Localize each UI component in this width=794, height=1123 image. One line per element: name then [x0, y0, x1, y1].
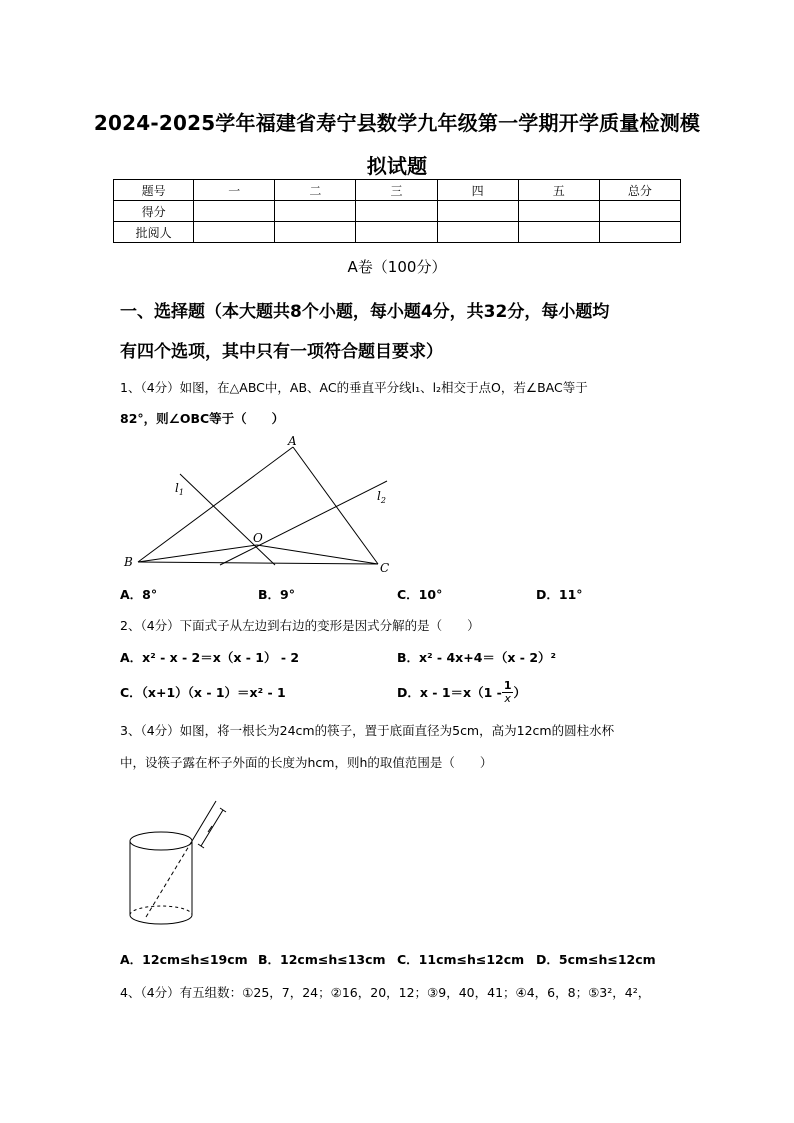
document-title-line2: 拟试题: [366, 154, 428, 178]
question-1-triangle-figure: [115, 432, 405, 577]
score-table-header-row: [114, 180, 681, 201]
score-table-row-label: 批阅人: [114, 222, 194, 243]
score-table-header-cell: 五: [518, 180, 599, 201]
dimension-tick-bottom: [198, 844, 204, 848]
question-3-option-b: B．12cm≤h≤13cm: [258, 952, 386, 967]
cylinder-bottom-front: [130, 915, 192, 924]
question-3-stem-line1: 3、（4分）如图，将一根长为24cm的筷子，置于底面直径为5cm，高为12cm的圆柱水杯: [120, 723, 615, 738]
question-2-option-a: A．x² - x - 2＝x（x - 1） - 2: [120, 650, 300, 665]
question-2-option-b: B．x² - 4x+4＝（x - 2）²: [397, 650, 557, 665]
question-3-option-d: D．5cm≤h≤12cm: [536, 952, 656, 967]
label-a: A: [288, 434, 297, 448]
segment-oc: [257, 545, 378, 564]
score-table-header-cell: 题号: [114, 180, 194, 201]
score-table-header-cell: 二: [275, 180, 356, 201]
score-table-row: [114, 222, 681, 243]
line-l1: [180, 474, 275, 565]
dimension-tick-top: [220, 808, 226, 812]
chopstick-inside: [146, 841, 192, 917]
question-2-option-c: C．（x+1）（x - 1）＝x² - 1: [120, 685, 286, 700]
question-3-stem-line2: 中，设筷子露在杯子外面的长度为hcm，则h的取值范围是（ ）: [120, 755, 493, 770]
question-3-cylinder-figure: [122, 795, 242, 935]
score-table-cell: [356, 222, 437, 243]
label-o: O: [253, 531, 263, 545]
question-2-option-d: [397, 675, 526, 709]
score-table-cell: [194, 201, 275, 222]
score-table-row-label: 得分: [114, 201, 194, 222]
score-table: [113, 179, 681, 243]
question-1-option-c: C．10°: [397, 587, 443, 602]
cylinder-top-rim: [130, 832, 192, 850]
fraction-numerator: 1: [503, 678, 512, 692]
cylinder-bottom-back: [130, 906, 192, 915]
question-2-stem: 2、（4分）下面式子从左边到右边的变形是因式分解的是（ ）: [120, 618, 480, 633]
score-table-row: [114, 201, 681, 222]
score-table-cell: [275, 201, 356, 222]
question-1-stem-line2: 82°，则∠OBC等于（ ）: [120, 411, 285, 426]
score-table-cell: [599, 222, 680, 243]
score-table-cell: [437, 201, 518, 222]
score-table-header-cell: 三: [356, 180, 437, 201]
fraction-one-over-x: [502, 680, 514, 705]
score-table-header-cell: 一: [194, 180, 275, 201]
label-l1: $l_1$: [175, 481, 184, 497]
label-l2: $l_2$: [377, 489, 386, 505]
score-table-header-cell: 四: [437, 180, 518, 201]
score-table-cell: [356, 201, 437, 222]
dimension-line: [201, 810, 223, 846]
score-table-cell: [194, 222, 275, 243]
question-2-option-d-prefix: D．x - 1＝x（1 -: [397, 685, 502, 700]
segment-bo: [138, 545, 257, 562]
question-1-option-a: A．8°: [120, 587, 158, 602]
label-b: B: [124, 555, 133, 569]
score-table-cell: [518, 222, 599, 243]
score-table-cell: [275, 222, 356, 243]
question-4-stem-line1: 4、（4分）有五组数：①25，7，24；②16，20，12；③9，40，41；④4，6，8；⑤3²，4²，: [120, 985, 651, 1000]
chopstick-outside: [192, 801, 216, 841]
question-2-option-d-suffix: ）: [513, 685, 526, 700]
question-1-stem-line1: 1、（4分）如图，在△ABC中，AB、AC的垂直平分线l₁、l₂相交于点O，若∠BAC等于: [120, 380, 588, 395]
question-3-option-a: A．12cm≤h≤19cm: [120, 952, 248, 967]
question-3-option-c: C．11cm≤h≤12cm: [397, 952, 525, 967]
fraction-denominator: x: [504, 691, 511, 705]
question-1-option-d: D．11°: [536, 587, 583, 602]
paper-part-heading: A卷（100分）: [347, 258, 447, 276]
segment-ab: [138, 447, 293, 562]
segment-bc: [138, 562, 378, 564]
score-table-cell: [599, 201, 680, 222]
segment-ac: [293, 447, 378, 564]
label-c: C: [380, 561, 390, 575]
section-heading-line2: 有四个选项，其中只有一项符合题目要求）: [120, 342, 443, 362]
score-table-header-cell: 总分: [599, 180, 680, 201]
score-table-cell: [518, 201, 599, 222]
question-1-option-b: B．9°: [258, 587, 295, 602]
score-table-cell: [437, 222, 518, 243]
document-title-line1: 2024-2025学年福建省寿宁县数学九年级第一学期开学质量检测模: [93, 111, 701, 135]
section-heading-line1: 一、选择题（本大题共8个小题，每小题4分，共32分，每小题均: [120, 302, 610, 322]
